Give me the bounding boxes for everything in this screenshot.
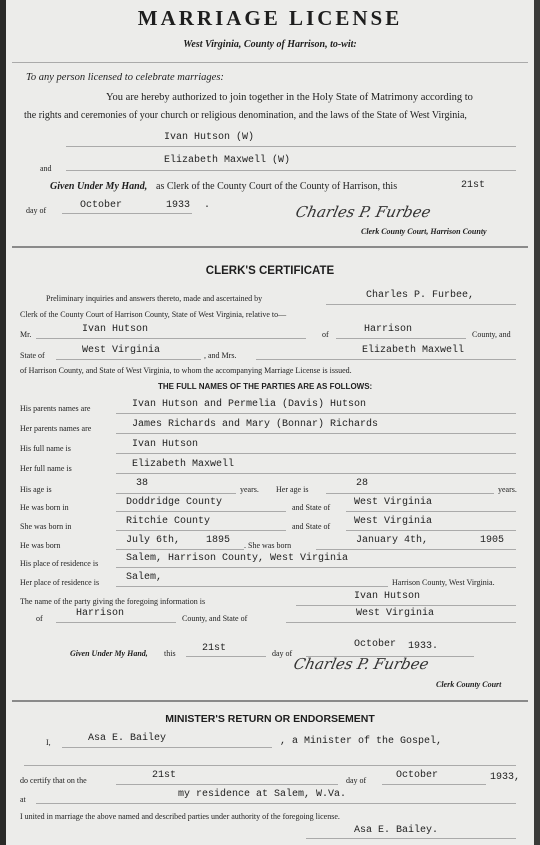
given-text: as Clerk of the County Court of the County of Harrison, this <box>156 181 398 192</box>
and-label: and <box>40 164 52 173</box>
her-parents-label: Her parents names are <box>20 424 92 433</box>
fill-line <box>116 453 516 454</box>
certificate-month: October <box>354 639 397 650</box>
and-mrs-label: , and Mrs. <box>204 351 237 360</box>
certify-label: do certify that on the <box>20 776 87 785</box>
fill-line <box>116 549 244 550</box>
he-born-in-label: He was born in <box>20 503 69 512</box>
mr-state: West Virginia <box>82 345 161 356</box>
mr-county: Harrison <box>364 324 413 335</box>
minister-day: 21st <box>152 770 177 781</box>
fill-line <box>56 622 176 623</box>
she-born-date-label: . She was born <box>244 541 292 550</box>
license-month: October <box>80 200 123 211</box>
license-body-line2: the rights and ceremonies of your church or religious denomination, and the laws of the State of West Virginia, <box>24 110 467 121</box>
his-residence: Salem, Harrison County, West Virginia <box>126 553 349 564</box>
fill-line <box>66 146 516 147</box>
fill-line <box>296 605 516 606</box>
party-name-label: The name of the party giving the foregoing information is <box>20 597 206 606</box>
clerk-signature: Charles P. Furbee <box>292 655 431 673</box>
his-age-label: His age is <box>20 485 52 494</box>
county-state-label: County, and State of <box>182 614 248 623</box>
day-of-label: day of <box>346 776 367 785</box>
i-label: I, <box>46 738 51 747</box>
informant-state: West Virginia <box>356 608 435 619</box>
she-born-in-label: She was born in <box>20 522 72 531</box>
his-full-name: Ivan Hutson <box>132 439 199 450</box>
clerk-caption: Clerk County Court, Harrison County <box>361 227 487 236</box>
his-parents-label: His parents names are <box>20 404 91 413</box>
her-age-label: Her age is <box>276 485 309 494</box>
document-subtitle: West Virginia, County of Harrison, to-wit: <box>183 39 357 50</box>
section-divider <box>12 700 528 702</box>
her-residence-suffix: Harrison County, West Virginia. <box>392 578 495 587</box>
she-born-place: Ritchie County <box>126 516 211 527</box>
fill-line <box>36 338 306 339</box>
fill-line <box>336 338 466 339</box>
full-names-heading: THE FULL NAMES OF THE PARTIES ARE AS FOLLOWS: <box>158 382 373 391</box>
fill-line <box>382 784 486 785</box>
informant-county: Harrison <box>76 608 125 619</box>
fill-line <box>116 784 338 785</box>
his-residence-label: His place of residence is <box>20 559 99 568</box>
ceremony-place: my residence at Salem, W.Va. <box>178 789 347 800</box>
minister-year: 1933, <box>490 772 521 783</box>
fill-line <box>346 511 516 512</box>
he-born-date-label: He was born <box>20 541 61 550</box>
fill-line <box>116 493 236 494</box>
groom-name: Ivan Hutson (W) <box>164 132 255 143</box>
mrs-name: Elizabeth Maxwell <box>362 345 465 356</box>
fill-line <box>116 413 516 414</box>
bride-name: Elizabeth Maxwell (W) <box>164 155 291 166</box>
fill-line <box>66 170 516 171</box>
her-age: 28 <box>356 478 369 489</box>
fill-line <box>286 622 516 623</box>
fill-line <box>316 549 516 550</box>
her-parents: James Richards and Mary (Bonnar) Richards <box>132 419 379 430</box>
this-label: this <box>164 649 176 658</box>
minister-heading: MINISTER'S RETURN OR ENDORSEMENT <box>165 713 375 725</box>
clerk-signature: Charles P. Furbee <box>294 203 433 221</box>
his-parents: Ivan Hutson and Permelia (Davis) Hutson <box>132 399 367 410</box>
preliminary-label: Preliminary inquiries and answers thereto, made and ascertained by <box>46 294 263 303</box>
given-under-hand-label: Given Under My Hand, <box>50 181 148 192</box>
his-name-label: His full name is <box>20 444 71 453</box>
fill-line <box>56 359 201 360</box>
fill-line <box>306 838 516 839</box>
fill-line <box>62 747 272 748</box>
clerks-certificate-heading: CLERK'S CERTIFICATE <box>205 265 335 277</box>
harrison-county-line: of Harrison County, and State of West Virginia, to whom the accompanying Marriage License is issued. <box>20 366 352 375</box>
salutation: To any person licensed to celebrate marriages: <box>26 72 224 83</box>
her-name-label: Her full name is <box>20 464 72 473</box>
fill-line <box>346 530 516 531</box>
divider <box>12 62 528 63</box>
clerk-relative-line: Clerk of the County Court of Harrison County, State of West Virginia, relative to— <box>20 310 287 319</box>
and-state-label: and State of <box>292 522 331 531</box>
he-born-date: July 6th, <box>126 535 181 546</box>
license-day: 21st <box>461 180 486 191</box>
years-label: years. <box>498 485 517 494</box>
she-born-year: 1905 <box>480 535 505 546</box>
marriage-license-document <box>6 0 534 845</box>
he-born-state: West Virginia <box>354 497 433 508</box>
mr-label: Mr. <box>20 330 32 339</box>
she-born-state: West Virginia <box>354 516 433 527</box>
her-residence: Salem, <box>126 572 163 583</box>
certificate-year: 1933. <box>408 641 439 652</box>
years-label: years. <box>240 485 259 494</box>
certificate-day: 21st <box>202 643 227 654</box>
fill-line <box>116 473 516 474</box>
she-born-date: January 4th, <box>356 535 429 546</box>
document-title: MARRIAGE LICENSE <box>137 6 403 30</box>
her-full-name: Elizabeth Maxwell <box>132 459 235 470</box>
scan-edge <box>534 0 540 845</box>
fill-line <box>186 656 266 657</box>
fill-line <box>326 304 516 305</box>
his-age: 38 <box>136 478 149 489</box>
fill-line <box>36 803 516 804</box>
fill-line <box>256 359 516 360</box>
fill-line <box>116 511 286 512</box>
mr-name: Ivan Hutson <box>82 324 149 335</box>
license-year: 1933 <box>166 200 191 211</box>
given-under-hand-label: Given Under My Hand, <box>70 649 148 658</box>
her-residence-label: Her place of residence is <box>20 578 100 587</box>
license-body-line1: You are hereby authorized to join together in the Holy State of Matrimony according to <box>106 92 473 103</box>
of-label: of <box>36 614 43 623</box>
license-period: . <box>204 200 211 211</box>
of-label: of <box>322 330 329 339</box>
minister-name: Asa E. Bailey <box>88 733 167 744</box>
fill-line <box>116 530 286 531</box>
fill-line <box>116 433 516 434</box>
county-and-label: County, and <box>472 330 511 339</box>
section-divider <box>12 246 528 248</box>
fill-line <box>24 765 516 766</box>
he-born-place: Doddridge County <box>126 497 223 508</box>
at-label: at <box>20 795 26 804</box>
united-statement: I united in marriage the above named and described parties under authority of the foregoing license. <box>20 812 340 821</box>
day-of-label: day of <box>26 206 47 215</box>
fill-line <box>116 586 388 587</box>
he-born-year: 1895 <box>206 535 231 546</box>
fill-line <box>326 493 494 494</box>
preliminary-name: Charles P. Furbee, <box>366 290 475 301</box>
clerk-caption: Clerk County Court <box>436 680 502 689</box>
informant-name: Ivan Hutson <box>354 591 421 602</box>
minister-signature: Asa E. Bailey. <box>354 825 439 836</box>
and-state-label: and State of <box>292 503 331 512</box>
minister-month: October <box>396 770 439 781</box>
state-of-label: State of <box>20 351 45 360</box>
day-of-label: day of <box>272 649 293 658</box>
fill-line <box>116 567 516 568</box>
fill-line <box>62 213 192 214</box>
minister-role: , a Minister of the Gospel, <box>280 736 443 747</box>
